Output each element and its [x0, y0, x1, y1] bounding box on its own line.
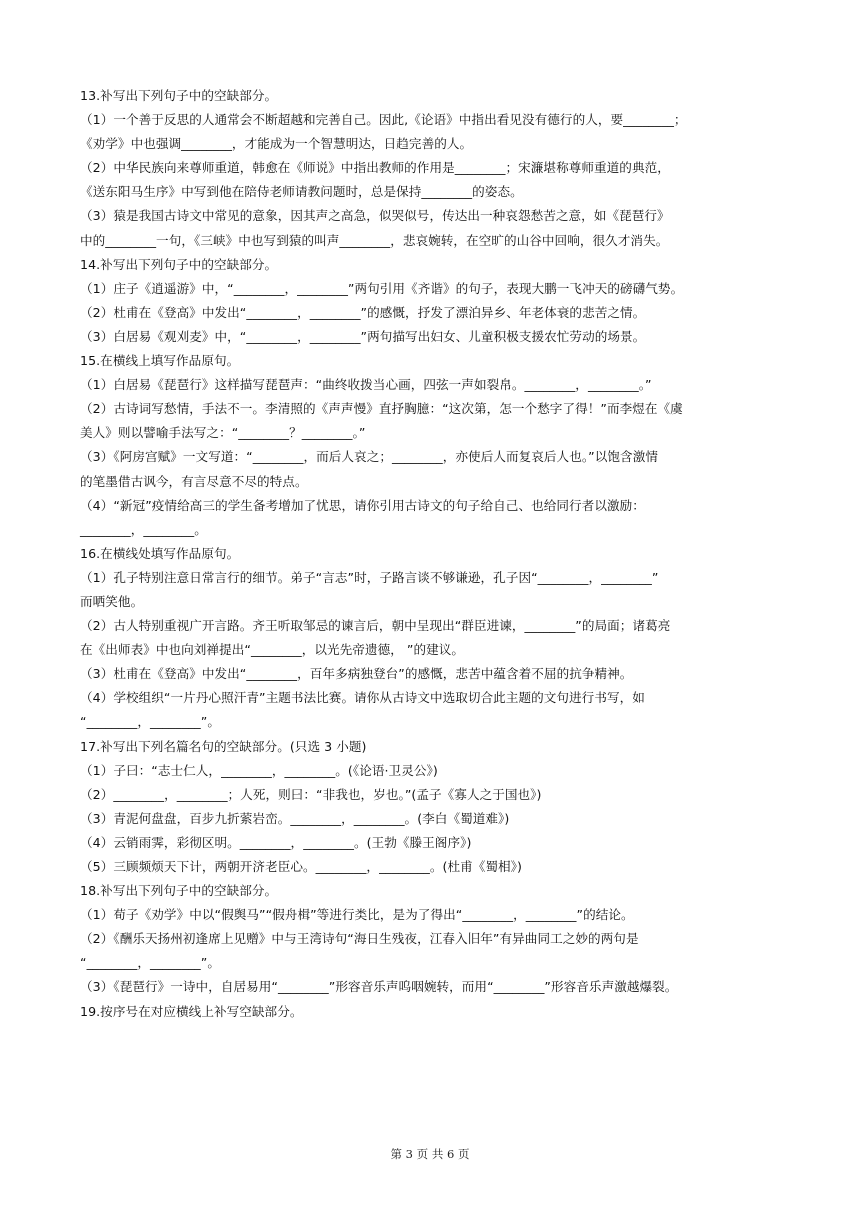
question-text-line: ________，________。 — [80, 521, 207, 537]
page-footer: 第 3 页 共 6 页 — [390, 1147, 470, 1161]
question-text-line: （3）《琵琶行》一诗中，自居易用“________”形容音乐声呜咽婉转，而用“________”形容音乐声激越爆裂。 — [80, 979, 678, 995]
question-text-line: “________，________”。 — [80, 955, 220, 971]
question-text-line: （1）荀子《劝学》中以“假舆马”“假舟楫”等进行类比，是为了得出“________，________”的结论。 — [80, 907, 634, 923]
question-heading: 18.补写出下列句子中的空缺部分。 — [80, 883, 278, 899]
question-text-line: 而哂笑他。 — [80, 593, 144, 609]
question-text-line: （4）“新冠”疫情给高三的学生备考增加了忧思，请你引用古诗文的句子给自己、也给同行者以激励： — [80, 497, 645, 513]
question-text-line: （2）《酬乐天扬州初逢席上见赠》中与王湾诗句“海日生残夜，江春入旧年”有异曲同工之妙的两句是 — [80, 931, 639, 947]
question-text-line: （1）子曰：“志士仁人，________，________。(《论语·卫灵公》) — [80, 762, 438, 778]
question-text-line: （2）古人特别重视广开言路。齐王听取邹忌的谏言后，朝中呈现出“群臣进谏，________”的局面；诸葛亮 — [80, 618, 671, 634]
question-text-line: （3）杜甫在《登高》中发出“________，百年多病独登台”的感慨，悲苦中蕴含着不屈的抗争精神。 — [80, 666, 633, 682]
question-heading: 14.补写出下列句子中的空缺部分。 — [80, 256, 278, 272]
question-text-line: （1）一个善于反思的人通常会不断超越和完善自己。因此,《论语》中指出看见没有德行的人，要________； — [80, 112, 687, 128]
question-text-line: （2）古诗词写愁情，手法不一。李清照的《声声慢》直抒胸臆：“这次第，怎一个愁字了得！”而李煜在《虞 — [80, 401, 683, 417]
question-text-line: （3）《阿房宫赋》一文写道：“________，而后人哀之；________，亦使后人而复哀后人也。”以饱含激情 — [80, 449, 658, 465]
question-text-line: （5）三顾频烦天下计，两朝开济老臣心。________，________。(杜甫《蜀相》) — [80, 859, 522, 874]
question-text-line: 美人》则以譬喻手法写之：“________？________。” — [80, 425, 366, 441]
question-text-line: （1）白居易《琵琶行》这样描写琵琶声：“曲终收拨当心画，四弦一声如裂帛。________，________。” — [80, 377, 652, 393]
question-text-line: 《送东阳马生序》中写到他在陪侍老师请教问题时，总是保持________的姿态。 — [80, 184, 523, 200]
question-list — [80, 84, 780, 1024]
question-heading: 16.在横线处填写作品原句。 — [80, 545, 240, 561]
question-text-line: 中的________一句，《三峡》中也写到猿的叫声________，悲哀婉转，在空旷的山谷中回响，很久才消失。 — [80, 232, 669, 248]
question-text-line: （4）学校组织“一片丹心照汗青”主题书法比赛。请你从古诗文中选取切合此主题的文句进行书写，如 — [80, 690, 645, 706]
question-text-line: 在《出师表》中也向刘禅提出“________，以光先帝遗德， ”的建议。 — [80, 642, 465, 658]
question-text-line: （4）云销雨霁，彩彻区明。________，________。(王勃《滕王阁序》) — [80, 834, 472, 850]
question-heading: 13.补写出下列句子中的空缺部分。 — [80, 88, 278, 103]
question-text-line: （3）猿是我国古诗文中常见的意象，因其声之高急，似哭似号，传达出一种哀怨愁苦之意，如《琵琶行》 — [80, 208, 670, 224]
question-heading: 19.按序号在对应横线上补写空缺部分。 — [80, 1003, 303, 1019]
question-heading: 17.补写出下列名篇名句的空缺部分。(只选 3 小题) — [80, 738, 367, 754]
question-text-line: 的笔墨借古讽今，有言尽意不尽的特点。 — [80, 473, 308, 489]
question-heading: 15.在横线上填写作品原句。 — [80, 353, 240, 369]
question-text-line: （2）________，________；人死，则曰：“非我也，岁也。”(孟子《寡人之于国也》) — [80, 786, 542, 802]
question-text-line: （1）庄子《逍遥游》中，“________，________”两句引用《齐谐》的句子，表现大鹏一飞冲天的磅礴气势。 — [80, 280, 684, 296]
question-text-line: （2）杜甫在《登高》中发出“________，________”的感慨，抒发了漂泊异乡、年老体衰的悲苦之情。 — [80, 304, 646, 320]
question-text-line: （1）孔子特别注意日常言行的细节。弟子“言志”时，子路言谈不够谦逊，孔子因“________，________” — [80, 569, 659, 585]
question-text-line: （2）中华民族向来尊师重道，韩愈在《师说》中指出教师的作用是________；宋濂堪称尊师重道的典范， — [80, 160, 670, 176]
question-text-line: “________，________”。 — [80, 714, 220, 730]
question-text-line: 《劝学》中也强调________，才能成为一个智慧明达，日趋完善的人。 — [80, 136, 473, 152]
question-text-line: （3）青泥何盘盘，百步九折萦岩峦。________，________。(李白《蜀道难》) — [80, 810, 510, 826]
question-text-line: （3）白居易《观刈麦》中，“________，________”两句描写出妇女、儿童积极支援农忙劳动的场景。 — [80, 328, 646, 344]
